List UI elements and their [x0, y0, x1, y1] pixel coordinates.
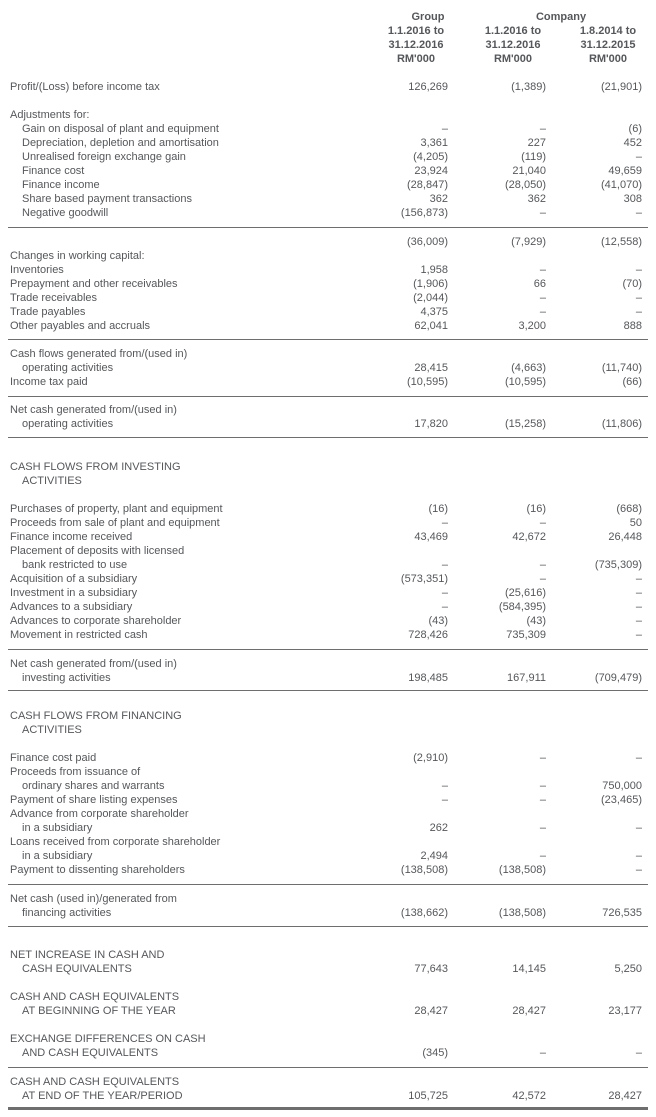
row-label: in a subsidiary [22, 850, 93, 862]
table-row [0, 502, 656, 516]
subtotal-rule [8, 227, 648, 228]
company-2016-value: (43) [526, 615, 546, 627]
table-row [0, 361, 656, 375]
row-label: in a subsidiary [22, 822, 93, 834]
group-value: 28,427 [414, 1005, 448, 1017]
row-label: Gain on disposal of plant and equipment [22, 123, 219, 135]
group-value: 43,469 [414, 531, 448, 543]
company-2015-value: – [635, 151, 642, 163]
group-value: 3,361 [420, 137, 448, 149]
row-label: operating activities [22, 362, 114, 374]
company-2016-value: (1,389) [511, 81, 546, 93]
company-2015-value: – [635, 601, 642, 613]
table-row [0, 544, 656, 558]
row-label: Trade payables [10, 306, 86, 318]
company-2016-value: – [539, 573, 546, 585]
table-row [0, 821, 656, 835]
group-unit: RM'000 [396, 53, 436, 65]
table-row [0, 628, 656, 642]
row-label: Finance cost paid [10, 752, 97, 764]
company-2015-value: – [635, 752, 642, 764]
row-label: Finance cost [22, 165, 85, 177]
row-label: investing activities [22, 672, 111, 684]
row-label: Proceeds from issuance of [10, 766, 141, 778]
company-2016-value: (584,395) [498, 601, 546, 613]
section-rule [8, 690, 648, 691]
company-2015-value: – [635, 864, 642, 876]
group-value: (43) [428, 615, 448, 627]
group-value: 4,375 [420, 306, 448, 318]
table-row [0, 305, 656, 319]
row-label: CASH EQUIVALENTS [22, 963, 132, 975]
table-row [0, 657, 656, 671]
group-value: – [441, 559, 448, 571]
row-label: Movement in restricted cash [10, 629, 148, 641]
company-2016-value: – [539, 1047, 546, 1059]
table-row [0, 990, 656, 1004]
company-2016-value: 42,572 [512, 1090, 546, 1102]
table-row [0, 863, 656, 877]
row-label: operating activities [22, 418, 114, 430]
group-value: (2,910) [413, 752, 448, 764]
table-row [0, 192, 656, 206]
company-2015-value: (66) [622, 376, 642, 388]
company-2016-value: (119) [521, 151, 546, 163]
row-label: Payment of share listing expenses [10, 794, 178, 806]
company-2015-value: 49,659 [608, 165, 642, 177]
table-row [0, 122, 656, 136]
row-label: Other payables and accruals [10, 320, 151, 332]
table-row [0, 1032, 656, 1046]
row-label: CASH AND CASH EQUIVALENTS [10, 1076, 180, 1088]
group-value: 2,494 [420, 850, 448, 862]
company-2016-value: 66 [533, 278, 546, 290]
company-heading: Company [535, 11, 587, 23]
table-row [0, 347, 656, 361]
row-label: Adjustments for: [10, 109, 90, 121]
row-label: Investment in a subsidiary [10, 587, 138, 599]
table-row [0, 948, 656, 962]
row-label: Trade receivables [10, 292, 98, 304]
row-label: Finance income [22, 179, 100, 191]
row-label: Acquisition of a subsidiary [10, 573, 138, 585]
row-label: Payment to dissenting shareholders [10, 864, 185, 876]
table-row [0, 586, 656, 600]
group-value: 126,269 [408, 81, 448, 93]
table-row [0, 1046, 656, 1060]
group-value: (156,873) [400, 207, 448, 219]
company-2016-value: 362 [527, 193, 546, 205]
group-heading: Group [411, 11, 445, 23]
company-2016-value: (15,258) [505, 418, 546, 430]
company-2016-value: – [539, 306, 546, 318]
row-label: Income tax paid [10, 376, 88, 388]
row-label: bank restricted to use [22, 559, 128, 571]
company-2015-value: (735,309) [594, 559, 642, 571]
group-value: – [441, 601, 448, 613]
row-label: Profit/(Loss) before income tax [10, 81, 160, 93]
table-row [0, 235, 656, 249]
table-row [0, 150, 656, 164]
company-2015-value: – [635, 850, 642, 862]
row-label: Net cash (used in)/generated from [10, 893, 177, 905]
group-value: – [441, 517, 448, 529]
table-row [0, 765, 656, 779]
row-label: AT END OF THE YEAR/PERIOD [22, 1090, 183, 1102]
table-row [0, 558, 656, 572]
row-label: NET INCREASE IN CASH AND [10, 949, 165, 961]
company-2015-value: 5,250 [614, 963, 642, 975]
row-label: CASH FLOWS FROM INVESTING [10, 461, 181, 473]
table-row [0, 600, 656, 614]
company-2015-value: 308 [623, 193, 642, 205]
company-2016-value: 28,427 [512, 1005, 546, 1017]
section-rule [8, 1067, 648, 1068]
company-2016-value: – [539, 264, 546, 276]
table-row [0, 572, 656, 586]
company-2016-period-start: 1.1.2016 to [484, 25, 542, 37]
group-value: (138,508) [400, 864, 448, 876]
table-row [0, 906, 656, 920]
row-label: Cash flows generated from/(used in) [10, 348, 188, 360]
company-2016-value: 227 [527, 137, 546, 149]
table-row [0, 263, 656, 277]
table-row [0, 474, 656, 488]
table-row [0, 136, 656, 150]
group-value: 62,041 [414, 320, 448, 332]
company-2016-value: 3,200 [518, 320, 546, 332]
company-2016-value: (16) [526, 503, 546, 515]
row-label: Changes in working capital: [10, 250, 145, 262]
company-2016-value: (25,616) [505, 587, 546, 599]
group-value: 17,820 [414, 418, 448, 430]
company-2015-value: (70) [622, 278, 642, 290]
row-label: EXCHANGE DIFFERENCES ON CASH [10, 1033, 206, 1045]
row-label: financing activities [22, 907, 112, 919]
group-value: (36,009) [407, 236, 448, 248]
row-label: CASH FLOWS FROM FINANCING [10, 710, 182, 722]
company-2016-value: – [539, 780, 546, 792]
group-value: – [441, 587, 448, 599]
company-2015-value: (41,070) [601, 179, 642, 191]
row-label: CASH AND CASH EQUIVALENTS [10, 991, 180, 1003]
table-row [0, 319, 656, 333]
table-row [0, 291, 656, 305]
table-row [0, 249, 656, 263]
company-2016-value: 735,309 [506, 629, 546, 641]
row-label: Purchases of property, plant and equipment [10, 503, 223, 515]
table-row [0, 516, 656, 530]
group-value: (1,906) [413, 278, 448, 290]
group-value: (138,662) [400, 907, 448, 919]
table-row [0, 723, 656, 737]
row-label: Unrealised foreign exchange gain [22, 151, 186, 163]
table-row [0, 1004, 656, 1018]
section-rule [8, 884, 648, 885]
section-rule [8, 437, 648, 438]
section-rule [8, 396, 648, 397]
company-2016-value: (7,929) [511, 236, 546, 248]
company-2015-value: (668) [616, 503, 642, 515]
table-row [0, 1075, 656, 1089]
section-rule [8, 926, 648, 927]
section-rule [8, 649, 648, 650]
section-rule [8, 339, 648, 340]
group-value: (16) [428, 503, 448, 515]
company-2015-value: 452 [623, 137, 642, 149]
company-2016-value: (138,508) [498, 864, 546, 876]
row-label: Placement of deposits with licensed [10, 545, 185, 557]
company-2016-value: 21,040 [512, 165, 546, 177]
table-row [0, 277, 656, 291]
company-2016-value: – [539, 794, 546, 806]
row-label: Negative goodwill [22, 207, 109, 219]
group-value: 728,426 [408, 629, 448, 641]
company-2016-value: (138,508) [498, 907, 546, 919]
company-2015-value: (709,479) [594, 672, 642, 684]
group-value: (345) [422, 1047, 448, 1059]
table-row [0, 671, 656, 685]
table-row [0, 375, 656, 389]
table-row [0, 849, 656, 863]
group-value: 23,924 [414, 165, 448, 177]
row-label: Inventories [10, 264, 64, 276]
company-2016-value: 14,145 [512, 963, 546, 975]
company-2015-value: 888 [623, 320, 642, 332]
row-label: Advances to corporate shareholder [10, 615, 182, 627]
table-row [0, 962, 656, 976]
group-value: – [441, 794, 448, 806]
row-label: ACTIVITIES [22, 475, 82, 487]
company-2016-value: – [539, 850, 546, 862]
company-2016-value: – [539, 559, 546, 571]
table-row [0, 80, 656, 94]
company-2015-value: 50 [629, 517, 642, 529]
company-2015-value: (12,558) [601, 236, 642, 248]
table-row [0, 108, 656, 122]
row-label: ACTIVITIES [22, 724, 82, 736]
group-value: (2,044) [413, 292, 448, 304]
row-label: Advance from corporate shareholder [10, 808, 189, 820]
row-label: AND CASH EQUIVALENTS [22, 1047, 159, 1059]
company-2016-unit: RM'000 [493, 53, 533, 65]
company-2016-value: 167,911 [507, 672, 546, 684]
table-row [0, 206, 656, 220]
company-2015-unit: RM'000 [588, 53, 628, 65]
row-label: Loans received from corporate shareholder [10, 836, 221, 848]
table-row [0, 403, 656, 417]
row-label: Depreciation, depletion and amortisation [22, 137, 219, 149]
row-label: Net cash generated from/(used in) [10, 658, 177, 670]
company-2015-value: – [635, 1047, 642, 1059]
company-2015-value: – [635, 292, 642, 304]
group-value: 362 [429, 193, 448, 205]
table-row [0, 417, 656, 431]
group-value: (28,847) [407, 179, 448, 191]
company-2015-value: – [635, 573, 642, 585]
row-label: Advances to a subsidiary [10, 601, 133, 613]
table-row [0, 835, 656, 849]
company-2015-value: – [635, 306, 642, 318]
group-period-start: 1.1.2016 to [387, 25, 445, 37]
table-row [0, 530, 656, 544]
group-value: 105,725 [408, 1090, 448, 1102]
row-label: AT BEGINNING OF THE YEAR [22, 1005, 176, 1017]
closing-double-rule [8, 1107, 648, 1110]
table-row [0, 164, 656, 178]
table-row [0, 779, 656, 793]
group-value: 28,415 [414, 362, 448, 374]
row-label: Proceeds from sale of plant and equipment [10, 517, 220, 529]
group-value: – [441, 123, 448, 135]
company-2016-value: – [539, 822, 546, 834]
company-2016-value: (10,595) [505, 376, 546, 388]
table-row [0, 709, 656, 723]
row-label: Share based payment transactions [22, 193, 192, 205]
company-2015-value: (11,740) [601, 362, 642, 374]
company-2015-period-end: 31.12.2015 [580, 39, 636, 51]
company-2016-value: – [539, 123, 546, 135]
table-row [0, 178, 656, 192]
table-row [0, 460, 656, 474]
company-2016-period-end: 31.12.2016 [485, 39, 541, 51]
company-2015-value: 26,448 [608, 531, 642, 543]
table-row [0, 614, 656, 628]
company-2015-value: 28,427 [608, 1090, 642, 1102]
company-2015-value: – [635, 587, 642, 599]
company-2015-value: 23,177 [608, 1005, 642, 1017]
company-2015-value: (6) [628, 123, 642, 135]
row-label: ordinary shares and warrants [22, 780, 165, 792]
company-2015-period-start: 1.8.2014 to [579, 25, 637, 37]
group-value: 198,485 [408, 672, 448, 684]
group-value: (4,205) [413, 151, 448, 163]
company-2015-value: (23,465) [601, 794, 642, 806]
company-2016-value: – [539, 207, 546, 219]
group-period-end: 31.12.2016 [388, 39, 444, 51]
company-2015-value: – [635, 629, 642, 641]
row-label: Prepayment and other receivables [10, 278, 178, 290]
company-2016-value: – [539, 292, 546, 304]
row-label: Net cash generated from/(used in) [10, 404, 177, 416]
table-row [0, 793, 656, 807]
group-value: 1,958 [420, 264, 448, 276]
company-2016-value: (28,050) [505, 179, 546, 191]
table-row [0, 892, 656, 906]
company-2015-value: – [635, 207, 642, 219]
company-2015-value: (21,901) [601, 81, 642, 93]
company-2015-value: 726,535 [602, 907, 642, 919]
group-value: – [441, 780, 448, 792]
group-value: (10,595) [407, 376, 448, 388]
table-row [0, 1089, 656, 1103]
company-2016-value: – [539, 517, 546, 529]
table-row [0, 751, 656, 765]
company-2016-value: (4,663) [511, 362, 546, 374]
group-value: 77,643 [414, 963, 448, 975]
company-2015-value: – [635, 822, 642, 834]
company-2015-value: (11,806) [601, 418, 642, 430]
group-value: (573,351) [400, 573, 448, 585]
company-2016-value: 42,672 [512, 531, 546, 543]
company-2015-value: 750,000 [602, 780, 642, 792]
group-value: 262 [429, 822, 448, 834]
row-label: Finance income received [10, 531, 133, 543]
table-row [0, 807, 656, 821]
company-2015-value: – [635, 264, 642, 276]
company-2015-value: – [635, 615, 642, 627]
company-2016-value: – [539, 752, 546, 764]
